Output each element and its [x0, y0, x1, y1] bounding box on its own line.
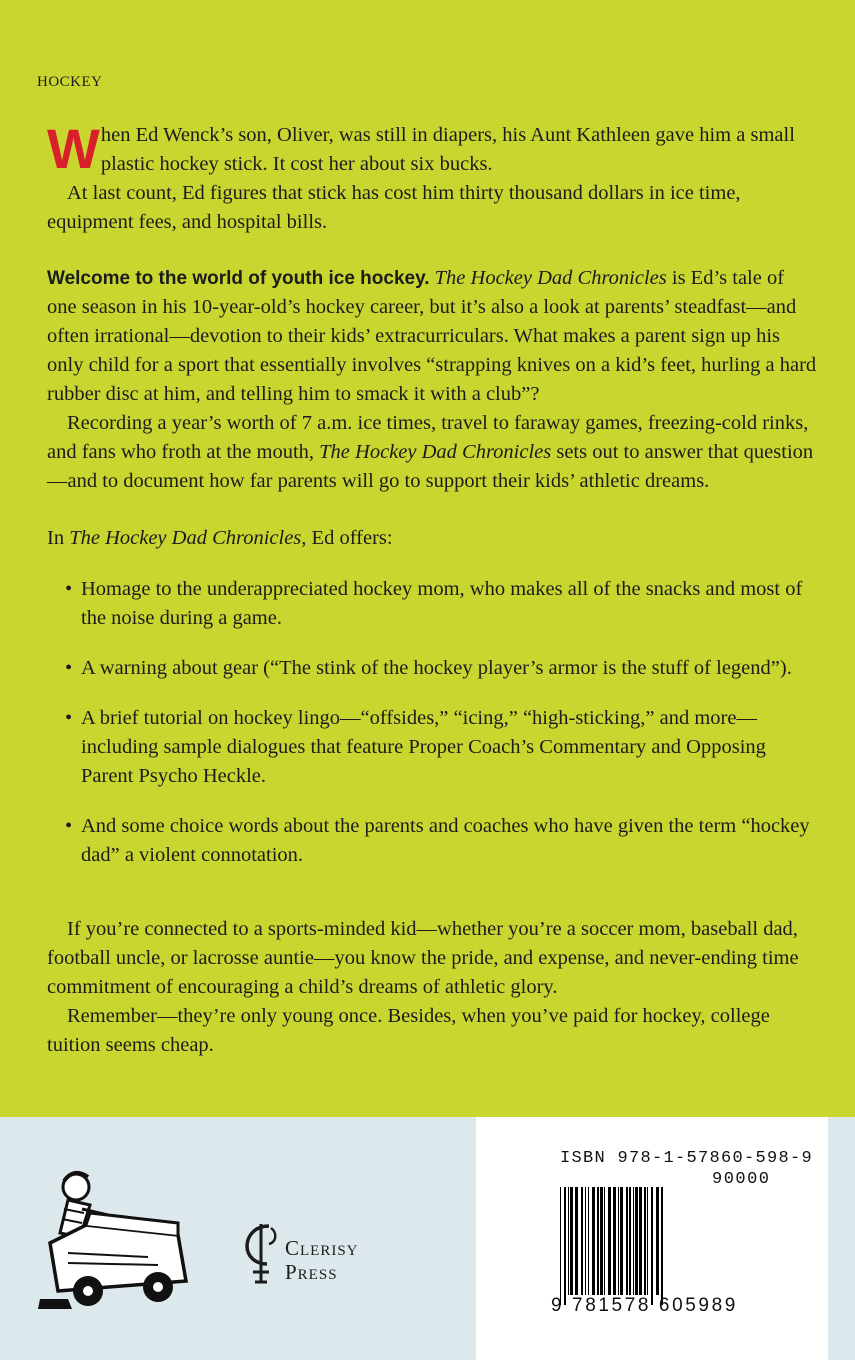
barcode-area	[476, 1117, 828, 1360]
barcode-bar	[633, 1187, 634, 1295]
barcode-bar	[560, 1187, 561, 1305]
barcode-bar	[644, 1187, 646, 1295]
publisher-name	[285, 1236, 359, 1284]
offers-list	[63, 575, 823, 891]
bullet-dot: •	[65, 707, 73, 729]
barcode-bar	[592, 1187, 595, 1295]
intro-second-paragraph: At last count, Ed figures that stick has cost him thirty thousand dollars in ice time, equipment fees, and hospital bills.	[47, 182, 741, 233]
barcode-bar	[661, 1187, 663, 1305]
bullet-item	[63, 704, 823, 791]
price-addon-code: 90000	[712, 1170, 771, 1189]
closing-paragraph: If you’re connected to a sports-minded kid—whether you’re a soccer mom, baseball dad, football uncle, or lacrosse auntie—you know the pride, and expense, and never-ending time commitment of encouraging a child’s dreams of athletic glory.	[47, 918, 799, 998]
barcode-bar	[620, 1187, 623, 1295]
bullet-text: Homage to the underappreciated hockey mom, who makes all of the snacks and most of the noise during a game.	[81, 578, 803, 629]
barcode-bar	[651, 1187, 653, 1305]
barcode-bar	[604, 1187, 605, 1295]
barcode-bars	[560, 1187, 800, 1305]
closing-text	[47, 915, 817, 1060]
offers-prefix: In	[47, 527, 70, 549]
barcode-bar	[581, 1187, 583, 1295]
bullet-item	[63, 575, 823, 633]
barcode-bar	[588, 1187, 589, 1295]
welcome-lead: Welcome to the world of youth ice hockey.	[47, 268, 430, 289]
barcode-bar	[564, 1187, 566, 1305]
barcode-bar	[575, 1187, 578, 1295]
welcome-text: is Ed’s tale of one season in his 10-year-old’s hockey career, but it’s also a look at parents’ steadfast—and often irrational—devotion to their kids’ extracurriculars. What makes a parent sign up his only child for a sport that essentially involves “strapping knives on a kid’s feet, hurling a hard rubber disc at him, and telling him to smack it with a club”?	[47, 267, 817, 405]
clerisy-press-logo-icon	[243, 1222, 283, 1286]
bullet-list	[63, 575, 823, 870]
publisher-name-line2: Press	[285, 1260, 338, 1284]
barcode-bar	[629, 1187, 631, 1295]
zamboni-illustration	[38, 1153, 198, 1313]
bullet-dot: •	[65, 578, 73, 600]
ean-digits: 9 781578 605989	[551, 1295, 738, 1316]
bullet-text: And some choice words about the parents and coaches who have given the term “hockey dad” a violent connotation.	[81, 815, 810, 866]
book-title: The Hockey Dad Chronicles	[434, 267, 667, 289]
bullet-text: A warning about gear (“The stink of the hockey player’s armor is the stuff of legend”).	[81, 657, 792, 679]
barcode-bar	[639, 1187, 642, 1295]
bullet-dot: •	[65, 657, 73, 679]
barcode-bar	[656, 1187, 659, 1295]
barcode-bar	[597, 1187, 599, 1295]
publisher-name-line1: Clerisy	[285, 1236, 359, 1260]
barcode-bar	[618, 1187, 619, 1295]
barcode-bar	[600, 1187, 603, 1295]
book-title: The Hockey Dad Chronicles,	[69, 527, 307, 549]
recording-text: Recording a year’s worth of 7 a.m. ice times, travel to faraway games, freezing-cold rinks, and fans who froth at the mouth,	[47, 412, 809, 463]
offers-suffix: Ed offers:	[306, 527, 393, 549]
welcome-paragraph	[47, 264, 817, 496]
book-title: The Hockey Dad Chronicles	[319, 441, 552, 463]
recording-paragraph	[47, 409, 817, 496]
barcode-bar	[570, 1187, 573, 1295]
bullet-item	[63, 812, 823, 870]
offers-intro	[47, 524, 817, 553]
info-panel	[0, 1117, 855, 1360]
bullet-dot: •	[65, 815, 73, 837]
drop-cap: W	[47, 117, 98, 180]
bullet-text: A brief tutorial on hockey lingo—“offsides,” “icing,” “high-sticking,” and more—including sample dialogues that feature Proper Coach’s Commentary and Opposing Parent Psycho Heckle.	[81, 707, 766, 787]
barcode-bar	[635, 1187, 638, 1295]
category-label: HOCKEY	[37, 74, 103, 90]
intro-paragraph	[47, 117, 817, 237]
publisher-logo	[243, 1222, 359, 1291]
barcode-bar	[626, 1187, 628, 1295]
barcode-bar	[568, 1187, 569, 1295]
barcode-bar	[613, 1187, 616, 1295]
recording-text-end: sets out to answer that question—and to document how far parents will go to support their kids’ athletic dreams.	[47, 441, 814, 492]
closing-final-paragraph: Remember—they’re only young once. Besides, when you’ve paid for hockey, college tuition seems cheap.	[47, 1005, 770, 1056]
isbn-label: ISBN 978-1-57860-598-9	[560, 1149, 814, 1168]
intro-text: hen Ed Wenck’s son, Oliver, was still in diapers, his Aunt Kathleen gave him a small plastic hockey stick. It cost her about six bucks.	[100, 124, 795, 175]
barcode-bar	[585, 1187, 586, 1295]
barcode-bar	[647, 1187, 648, 1295]
bullet-item	[63, 654, 823, 683]
barcode-bar	[608, 1187, 611, 1295]
